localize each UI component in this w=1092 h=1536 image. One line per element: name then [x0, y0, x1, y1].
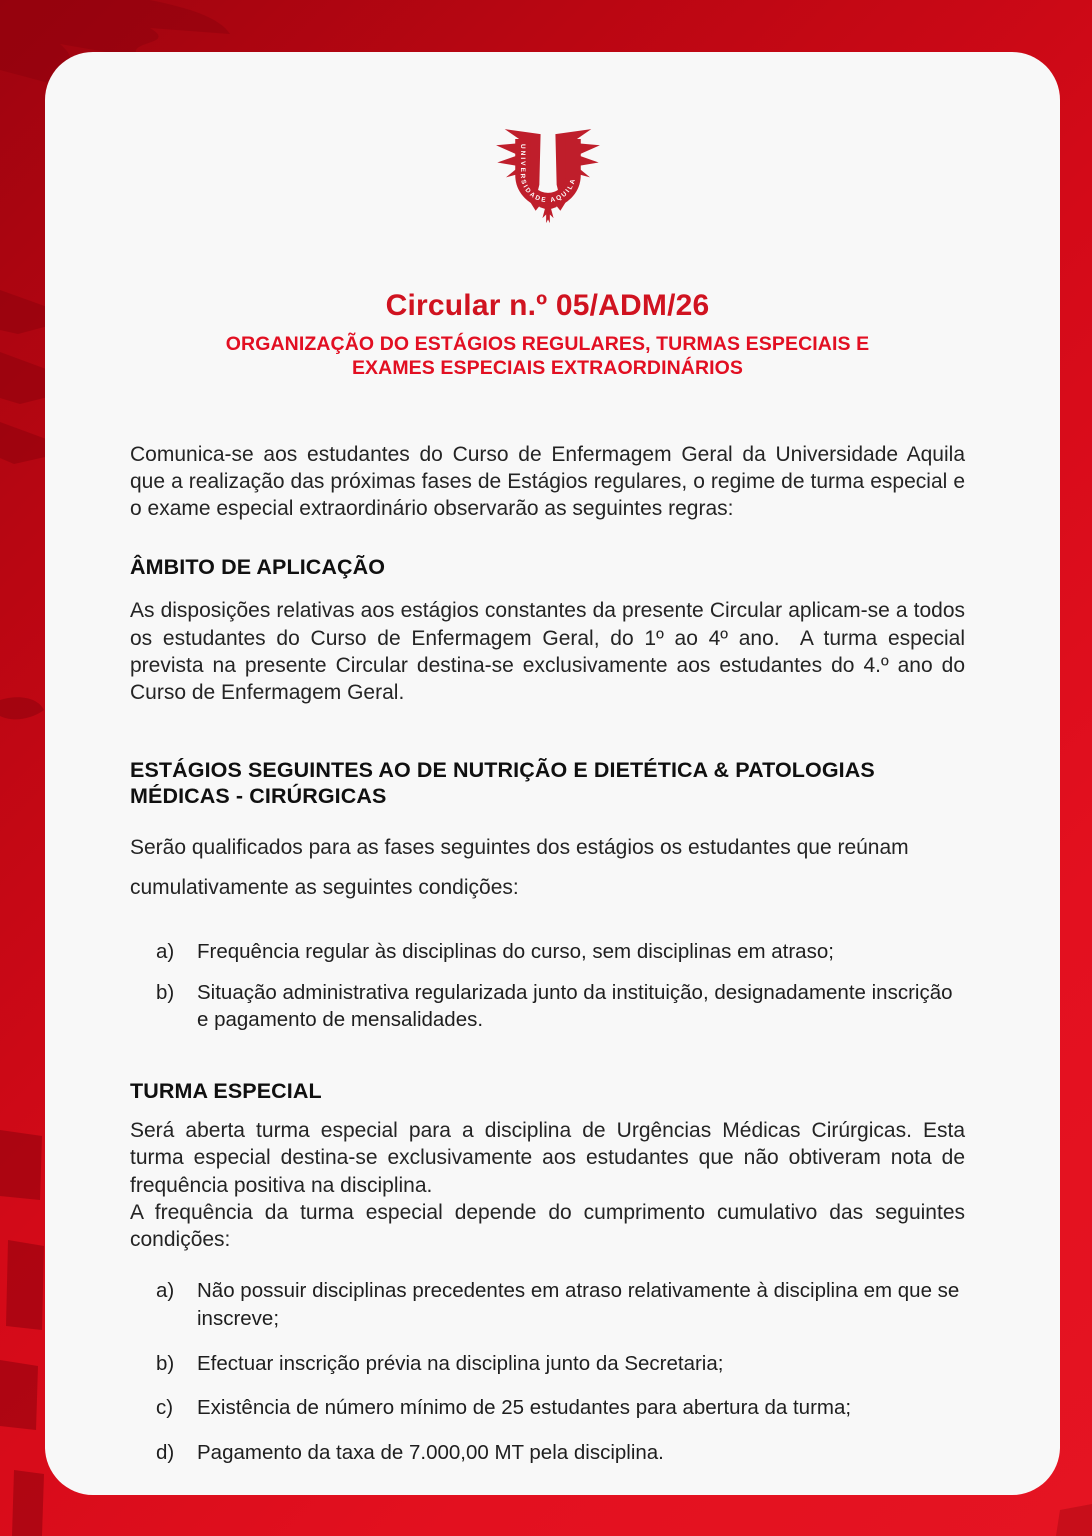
section-heading-estagios: ESTÁGIOS SEGUINTES AO DE NUTRIÇÃO E DIETÉTICA & PATOLOGIAS MÉDICAS - CIRÚRGICAS [130, 757, 875, 809]
intro-paragraph: Comunica-se aos estudantes do Curso de Enfermagem Geral da Universidade Aquila que a realização das próximas fases de Estágios regulares, o regime de turma especial e o exame especial extraordinário observarão as seguintes regras: [130, 442, 965, 521]
pattern-block-left-lower [0, 1130, 44, 1430]
list-item-text: Não possuir disciplinas precedentes em atraso relativamente à disciplina em que se inscreve; [197, 1279, 960, 1331]
circular-subtitle: ORGANIZAÇÃO DO ESTÁGIOS REGULARES, TURMAS ESPECIAIS E EXAMES ESPECIAIS EXTRAORDINÁRIOS [225, 333, 870, 379]
university-logo [130, 52, 965, 259]
list-item [156, 1439, 965, 1467]
list-item [156, 1350, 965, 1378]
list-item-text: Existência de número mínimo de 25 estudantes para abertura da turma; [197, 1396, 852, 1420]
list-item-text: Frequência regular às disciplinas do curso, sem disciplinas em atraso; [197, 940, 834, 964]
pattern-shape-bottom-right [1056, 1504, 1092, 1536]
section-estagios-paragraph: Serão qualificados para as fases seguintes dos estágios os estudantes que reúnam cumulativamente as seguintes condições: [130, 836, 909, 900]
logo-curved-text: UNIVERSIDADE AQUILA [518, 144, 577, 205]
circular-title: Circular n.º 05/ADM/26 [385, 289, 710, 322]
document-content [45, 52, 1060, 1467]
list-item-marker: d) [156, 1441, 175, 1465]
list-item-marker: b) [156, 980, 175, 1004]
list-item-marker: a) [156, 1279, 175, 1303]
conditions-list-estagios [130, 938, 965, 1034]
list-item-text: Situação administrativa regularizada junto da instituição, designadamente inscrição e pagamento de mensalidades. [197, 980, 953, 1032]
pattern-shape-left-mid [0, 697, 44, 719]
list-item [156, 938, 965, 966]
eagle-logo-icon [480, 102, 616, 254]
document-card [45, 52, 1060, 1495]
list-item-marker: b) [156, 1351, 175, 1375]
section-turma-paragraph-1: Será aberta turma especial para a disciplina de Urgências Médicas Cirúrgicas. Esta turma especial destina-se exclusivamente aos estudantes que não obtiveram nota de frequência positiva na disciplina. [130, 1118, 965, 1197]
list-item-text: Efectuar inscrição prévia na disciplina junto da Secretaria; [197, 1351, 724, 1375]
list-item [156, 1277, 965, 1332]
section-turma-paragraph-2: A frequência da turma especial depende do cumprimento cumulativo das seguintes condições: [130, 1200, 965, 1252]
pattern-block-left-low2 [12, 1470, 44, 1536]
list-item [156, 1394, 965, 1422]
list-item-marker: a) [156, 940, 175, 964]
list-item [156, 979, 965, 1034]
section-heading-turma-especial: TURMA ESPECIAL [130, 1079, 322, 1104]
list-item-text: Pagamento da taxa de 7.000,00 MT pela disciplina. [197, 1441, 664, 1465]
section-heading-ambito: ÂMBITO DE APLICAÇÃO [130, 555, 386, 580]
list-item-marker: c) [156, 1396, 174, 1420]
section-ambito-paragraph: As disposições relativas aos estágios constantes da presente Circular aplicam-se a todos os estudantes do Curso de Enfermagem Geral, do 1º ao 4º ano. A turma especial prevista na presente Circular destina-se exclusivamente aos estudantes do 4.º ano do Curso de Enfermagem Geral. [130, 599, 965, 705]
conditions-list-turma [130, 1277, 965, 1466]
